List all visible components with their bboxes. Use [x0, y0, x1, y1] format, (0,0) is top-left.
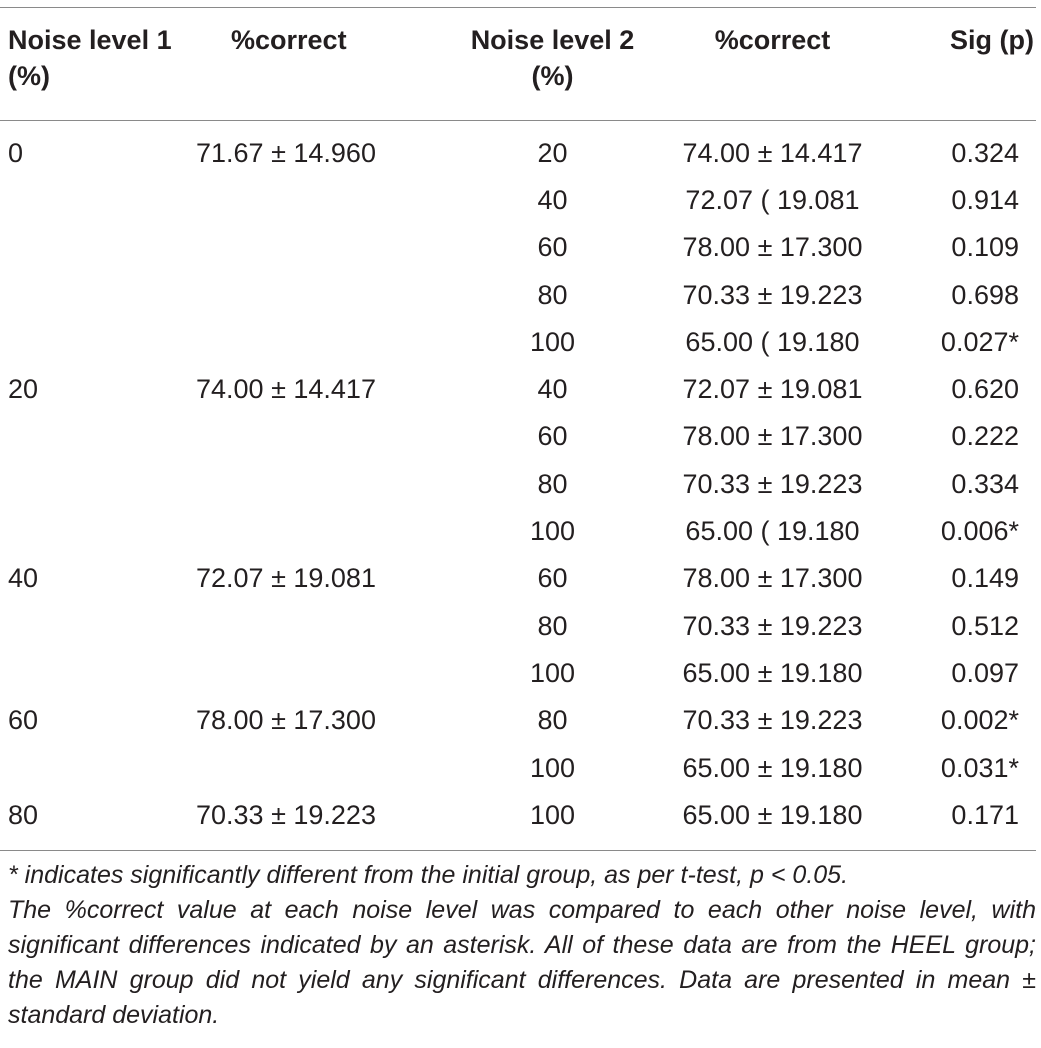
header-row	[0, 8, 1036, 120]
cell-correct-1	[190, 221, 450, 268]
cell-noise-level-2: 100	[529, 326, 576, 357]
cell-correct-1: 70.33 ± 19.223	[196, 799, 376, 830]
cell-noise-level-1: 60	[8, 705, 39, 736]
table-row	[0, 120, 1036, 174]
cell-noise-level-2: 100	[529, 516, 576, 547]
table-row	[0, 269, 1036, 316]
cell-significance: 0.222	[951, 421, 1019, 452]
cell-correct-2: 78.00 ± 17.300	[682, 232, 863, 263]
table-bottom-rule	[0, 850, 1036, 851]
cell-significance: 0.334	[951, 468, 1019, 499]
cell-correct-1: 78.00 ± 17.300	[196, 705, 376, 736]
table-row	[0, 221, 1036, 268]
description-footnote: The %correct value at each noise level was compared to each other noise level, with significant differences indicated by an asterisk. All of these data are from the HEEL group; the MAIN group did not yield any significant differences. Data are presented in mean ± standard deviation.	[8, 896, 1036, 1029]
cell-significance: 0.512	[951, 610, 1019, 641]
cell-noise-level-1: 80	[8, 799, 39, 830]
cell-correct-2: 70.33 ± 19.223	[682, 610, 863, 641]
cell-noise-level-2: 80	[537, 610, 568, 641]
table-row	[0, 694, 1036, 741]
cell-correct-2: 72.07 ± 19.081	[682, 374, 863, 405]
cell-significance: 0.324	[951, 138, 1019, 168]
cell-correct-1	[190, 600, 450, 647]
cell-correct-1	[190, 269, 450, 316]
cell-correct-2: 65.00 ± 19.180	[682, 799, 863, 830]
cell-noise-level-1	[0, 269, 190, 316]
header-significance: Sig (p)	[950, 25, 1034, 55]
cell-noise-level-2: 80	[537, 279, 568, 310]
header-noise-level-1: Noise level 1 (%)	[8, 25, 172, 91]
cell-noise-level-1	[0, 174, 190, 221]
cell-significance: 0.149	[951, 563, 1019, 594]
table-row	[0, 174, 1036, 221]
table-body	[0, 120, 1036, 836]
cell-noise-level-2: 100	[529, 657, 576, 688]
cell-noise-level-1	[0, 647, 190, 694]
table-row	[0, 789, 1036, 836]
cell-noise-level-1: 40	[8, 563, 39, 594]
cell-significance: 0.109	[951, 232, 1019, 263]
cell-noise-level-1	[0, 458, 190, 505]
cell-significance: 0.914	[951, 185, 1019, 215]
cell-significance: 0.002*	[940, 705, 1019, 736]
table-row	[0, 363, 1036, 410]
cell-noise-level-2: 100	[529, 752, 576, 783]
cell-noise-level-2: 60	[537, 563, 568, 594]
cell-correct-2: 65.00 ± 19.180	[682, 752, 863, 783]
table-row	[0, 410, 1036, 457]
cell-noise-level-2: 100	[529, 799, 576, 830]
cell-significance: 0.171	[951, 799, 1019, 830]
cell-correct-2: 70.33 ± 19.223	[682, 279, 863, 310]
cell-noise-level-2: 40	[537, 374, 568, 405]
cell-noise-level-1	[0, 221, 190, 268]
cell-noise-level-2: 80	[537, 705, 568, 736]
cell-noise-level-1	[0, 742, 190, 789]
cell-significance: 0.006*	[940, 516, 1019, 547]
header-correct-1: %correct	[231, 25, 347, 55]
cell-noise-level-2: 40	[537, 185, 568, 215]
results-table	[0, 8, 1036, 836]
table-row	[0, 552, 1036, 599]
cell-correct-1	[190, 316, 450, 363]
cell-noise-level-2: 60	[537, 232, 568, 263]
cell-correct-1: 71.67 ± 14.960	[196, 138, 376, 168]
header-noise-level-2: Noise level 2 (%)	[470, 25, 635, 91]
significance-footnote: * indicates significantly different from the initial group, as per t-test, p < 0.05.	[8, 861, 849, 889]
cell-correct-2: 65.00 ( 19.180	[685, 516, 860, 547]
cell-noise-level-1	[0, 505, 190, 552]
cell-correct-1	[190, 458, 450, 505]
table-footnote	[8, 858, 1036, 1033]
cell-correct-1	[190, 742, 450, 789]
cell-significance: 0.031*	[940, 752, 1019, 783]
cell-correct-1	[190, 647, 450, 694]
cell-correct-2: 70.33 ± 19.223	[682, 468, 863, 499]
cell-correct-2: 72.07 ( 19.081	[685, 185, 860, 215]
cell-correct-2: 65.00 ( 19.180	[685, 326, 860, 357]
cell-correct-2: 78.00 ± 17.300	[682, 563, 863, 594]
cell-noise-level-1: 0	[8, 138, 24, 168]
cell-significance: 0.027*	[940, 326, 1019, 357]
cell-correct-2: 65.00 ± 19.180	[682, 657, 863, 688]
cell-noise-level-1	[0, 316, 190, 363]
cell-significance: 0.698	[951, 279, 1019, 310]
table-header	[0, 8, 1036, 120]
table-row	[0, 742, 1036, 789]
cell-correct-1	[190, 505, 450, 552]
cell-correct-1: 74.00 ± 14.417	[196, 374, 376, 405]
cell-correct-2: 70.33 ± 19.223	[682, 705, 863, 736]
cell-correct-1	[190, 410, 450, 457]
cell-correct-1	[190, 174, 450, 221]
cell-noise-level-2: 60	[537, 421, 568, 452]
cell-correct-2: 78.00 ± 17.300	[682, 421, 863, 452]
table-row	[0, 316, 1036, 363]
cell-significance: 0.097	[951, 657, 1019, 688]
cell-significance: 0.620	[951, 374, 1019, 405]
cell-correct-2: 74.00 ± 14.417	[682, 138, 863, 168]
table-row	[0, 458, 1036, 505]
cell-noise-level-1	[0, 600, 190, 647]
table-row	[0, 600, 1036, 647]
table-row	[0, 647, 1036, 694]
cell-noise-level-1	[0, 410, 190, 457]
cell-noise-level-2: 20	[537, 138, 568, 168]
cell-noise-level-1: 20	[8, 374, 39, 405]
cell-correct-1: 72.07 ± 19.081	[196, 563, 376, 594]
cell-noise-level-2: 80	[537, 468, 568, 499]
header-correct-2: %correct	[714, 25, 831, 55]
table-row	[0, 505, 1036, 552]
